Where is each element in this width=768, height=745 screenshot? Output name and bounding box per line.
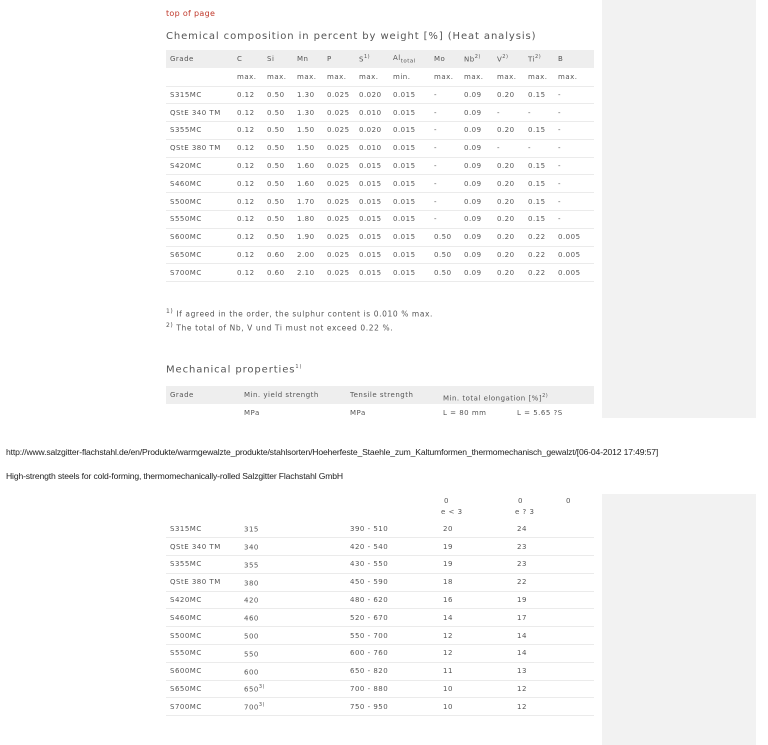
value-cell: 0.50	[263, 157, 293, 175]
value-cell: -	[430, 211, 460, 229]
value-cell: 0.09	[460, 246, 493, 264]
elongation-b-cell: 13	[513, 662, 594, 680]
grade-cell: QStE 380 TM	[166, 573, 240, 591]
chem-header-mn: Mn	[293, 50, 323, 68]
value-cell: 0.005	[554, 246, 594, 264]
chem-row	[166, 139, 594, 157]
value-cell: 0.09	[460, 139, 493, 157]
value-cell: 0.20	[493, 175, 524, 193]
chemical-composition-heading: Chemical composition in percent by weight [%] (Heat analysis)	[166, 31, 537, 42]
value-cell: -	[524, 139, 554, 157]
grade-cell: S355MC	[166, 122, 233, 140]
mechanical-properties-heading: Mechanical properties$^{1)}$	[166, 364, 303, 376]
value-cell: 1.50	[293, 122, 323, 140]
value-cell: 0.025	[323, 264, 355, 282]
value-cell: 0.22	[524, 246, 554, 264]
mech-row	[166, 520, 594, 538]
chem-unit	[166, 68, 233, 86]
elongation-b-cell: 12	[513, 680, 594, 698]
chem-unit: max.	[430, 68, 460, 86]
value-cell: 0.50	[430, 264, 460, 282]
value-cell: 0.015	[389, 264, 430, 282]
grade-cell: S460MC	[166, 175, 233, 193]
value-cell: 0.025	[323, 104, 355, 122]
value-cell: 0.20	[493, 193, 524, 211]
value-cell: 0.12	[233, 264, 263, 282]
value-cell: 0.09	[460, 264, 493, 282]
elongation-b-cell: 24	[513, 520, 594, 538]
value-cell: 0.09	[460, 157, 493, 175]
grade-cell: QStE 380 TM	[166, 139, 233, 157]
yield-cell: 700$^{3)}$	[240, 698, 346, 716]
mech-header-row	[166, 386, 594, 404]
elongation-b-cell: 22	[513, 573, 594, 591]
value-cell: -	[430, 122, 460, 140]
value-cell: 0.015	[389, 104, 430, 122]
elongation-a-cell: 14	[439, 609, 513, 627]
mech-header-elongation: Min. total elongation [%]$^{2)}$	[439, 386, 594, 404]
elongation-b-cell: 23	[513, 556, 594, 574]
value-cell: 0.20	[493, 211, 524, 229]
elongation-a-cell: 16	[439, 591, 513, 609]
value-cell: 0.015	[389, 175, 430, 193]
value-cell: 0.50	[263, 86, 293, 104]
chemical-composition-table	[166, 50, 594, 282]
value-cell: -	[430, 86, 460, 104]
value-cell: -	[430, 139, 460, 157]
grade-cell: S550MC	[166, 211, 233, 229]
value-cell: -	[554, 139, 594, 157]
value-cell: 0.025	[323, 228, 355, 246]
grade-cell: S600MC	[166, 228, 233, 246]
value-cell: 0.22	[524, 264, 554, 282]
chem-header-row	[166, 50, 594, 68]
chem-header-al: $Al_{total}$	[389, 50, 430, 68]
grade-cell: S650MC	[166, 680, 240, 698]
value-cell: 0.09	[460, 228, 493, 246]
grade-cell: S355MC	[166, 556, 240, 574]
value-cell: -	[493, 139, 524, 157]
elongation-a-cell: 10	[439, 698, 513, 716]
value-cell: 0.12	[233, 193, 263, 211]
value-cell: 0.50	[263, 211, 293, 229]
value-cell: 0.015	[355, 157, 389, 175]
value-cell: 1.60	[293, 175, 323, 193]
mech-header-yield: Min. yield strength	[240, 386, 346, 404]
value-cell: 0.025	[323, 139, 355, 157]
grade-cell: S500MC	[166, 627, 240, 645]
value-cell: -	[554, 157, 594, 175]
mech-header-tensile: Tensile strength	[346, 386, 439, 404]
chem-unit: max.	[493, 68, 524, 86]
yield-cell: 650$^{3)}$	[240, 680, 346, 698]
value-cell: 0.015	[389, 139, 430, 157]
value-cell: 1.30	[293, 86, 323, 104]
value-cell: 0.015	[389, 122, 430, 140]
value-cell: 0.12	[233, 175, 263, 193]
mech-unit: L = 5.65 ?S	[517, 409, 563, 417]
footnote-1: $^{1)}$ If agreed in the order, the sulphur content is 0.010 % max.	[166, 308, 434, 319]
value-cell: 0.09	[460, 86, 493, 104]
value-cell: 0.12	[233, 246, 263, 264]
value-cell: 0.025	[323, 211, 355, 229]
grade-cell: S420MC	[166, 591, 240, 609]
value-cell: 0.50	[430, 228, 460, 246]
value-cell: 0.15	[524, 86, 554, 104]
elongation-a-cell: 20	[439, 520, 513, 538]
value-cell: 0.015	[355, 193, 389, 211]
value-cell: 0.020	[355, 122, 389, 140]
chem-row	[166, 104, 594, 122]
chem-row	[166, 246, 594, 264]
chem-header-ti: Ti$^{2)}$	[524, 50, 554, 68]
chem-unit: max.	[233, 68, 263, 86]
chem-header-grade: Grade	[166, 50, 233, 68]
value-cell: 0.22	[524, 228, 554, 246]
elongation-a-cell: 12	[439, 627, 513, 645]
value-cell: 0.09	[460, 193, 493, 211]
mech-row	[166, 680, 594, 698]
value-cell: 0.50	[263, 228, 293, 246]
yield-cell: 600	[240, 662, 346, 680]
tensile-cell: 480 - 620	[346, 591, 439, 609]
value-cell: 0.005	[554, 264, 594, 282]
grade-cell: S500MC	[166, 193, 233, 211]
chem-header-c: C	[233, 50, 263, 68]
value-cell: 0.20	[493, 86, 524, 104]
value-cell: 0.60	[263, 246, 293, 264]
chem-row	[166, 122, 594, 140]
value-cell: -	[554, 122, 594, 140]
mech-unit: MPa	[244, 409, 260, 417]
chem-header-v: $V^{2)}$	[493, 50, 524, 68]
chem-header-p: P	[323, 50, 355, 68]
elongation-b-cell: 14	[513, 627, 594, 645]
elongation-a-cell: 12	[439, 645, 513, 663]
value-cell: 0.015	[355, 211, 389, 229]
chem-header-s: $S^{1)}$	[355, 50, 389, 68]
value-cell: 0.010	[355, 104, 389, 122]
cont-header-b-top: 0	[518, 497, 523, 505]
mech-unit	[166, 404, 240, 422]
cont-header-b-bottom: e ? 3	[515, 508, 535, 516]
chem-header-mo: Mo	[430, 50, 460, 68]
value-cell: 1.30	[293, 104, 323, 122]
value-cell: 0.025	[323, 122, 355, 140]
value-cell: 0.020	[355, 86, 389, 104]
value-cell: 0.20	[493, 246, 524, 264]
value-cell: -	[493, 104, 524, 122]
value-cell: 0.005	[554, 228, 594, 246]
value-cell: 0.015	[389, 211, 430, 229]
tensile-cell: 550 - 700	[346, 627, 439, 645]
value-cell: 0.025	[323, 175, 355, 193]
mech-row	[166, 645, 594, 663]
value-cell: 0.015	[355, 246, 389, 264]
mech-row	[166, 556, 594, 574]
document-page-2	[0, 494, 768, 745]
value-cell: -	[554, 193, 594, 211]
value-cell: 2.00	[293, 246, 323, 264]
value-cell: 0.025	[323, 157, 355, 175]
yield-cell: 380	[240, 573, 346, 591]
tensile-cell: 520 - 670	[346, 609, 439, 627]
chem-header-si: Si	[263, 50, 293, 68]
value-cell: 0.12	[233, 122, 263, 140]
chem-row	[166, 228, 594, 246]
print-footer-url: http://www.salzgitter-flachstahl.de/en/Produkte/warmgewalzte_produkte/stahlsorten/Hoeherfeste_Staehle_zum_Kaltumformen_thermomechanisch_gewalzt/[06-04-2012 17:49:57]	[6, 447, 659, 457]
chem-row	[166, 193, 594, 211]
value-cell: 1.60	[293, 157, 323, 175]
value-cell: 1.50	[293, 139, 323, 157]
chem-row	[166, 157, 594, 175]
chem-body	[166, 86, 594, 282]
chem-row	[166, 211, 594, 229]
value-cell: 0.15	[524, 122, 554, 140]
yield-cell: 315	[240, 520, 346, 538]
value-cell: 0.20	[493, 264, 524, 282]
tensile-cell: 390 - 510	[346, 520, 439, 538]
grade-cell: S650MC	[166, 246, 233, 264]
yield-cell: 550	[240, 645, 346, 663]
tensile-cell: 650 - 820	[346, 662, 439, 680]
value-cell: -	[430, 175, 460, 193]
value-cell: 0.09	[460, 104, 493, 122]
value-cell: 0.20	[493, 228, 524, 246]
value-cell: 0.20	[493, 157, 524, 175]
chem-row	[166, 175, 594, 193]
mech-header-grade: Grade	[166, 386, 240, 404]
cont-header-c-top: 0	[566, 497, 571, 505]
chem-unit: min.	[389, 68, 430, 86]
value-cell: 0.15	[524, 175, 554, 193]
value-cell: 0.09	[460, 175, 493, 193]
value-cell: 0.50	[263, 193, 293, 211]
mech-row	[166, 538, 594, 556]
elongation-a-cell: 18	[439, 573, 513, 591]
value-cell: 0.015	[355, 175, 389, 193]
grade-cell: S550MC	[166, 645, 240, 663]
chem-unit: max.	[554, 68, 594, 86]
value-cell: 0.09	[460, 211, 493, 229]
mech-row	[166, 591, 594, 609]
grade-cell: S700MC	[166, 698, 240, 716]
value-cell: 0.12	[233, 139, 263, 157]
elongation-b-cell: 12	[513, 698, 594, 716]
value-cell: 0.12	[233, 157, 263, 175]
value-cell: -	[554, 175, 594, 193]
value-cell: 1.70	[293, 193, 323, 211]
value-cell: 0.015	[389, 157, 430, 175]
elongation-a-cell: 19	[439, 556, 513, 574]
chem-row	[166, 86, 594, 104]
value-cell: 0.025	[323, 86, 355, 104]
cont-header-a-top: 0	[444, 497, 449, 505]
mech-row	[166, 662, 594, 680]
chem-units-row	[166, 68, 594, 86]
chem-row	[166, 264, 594, 282]
chem-unit: max.	[524, 68, 554, 86]
value-cell: 0.50	[430, 246, 460, 264]
value-cell: 0.60	[263, 264, 293, 282]
tensile-cell: 450 - 590	[346, 573, 439, 591]
value-cell: 0.50	[263, 104, 293, 122]
yield-cell: 420	[240, 591, 346, 609]
cont-header-a-bottom: e < 3	[441, 508, 463, 516]
value-cell: 0.12	[233, 86, 263, 104]
top-of-page-link[interactable]: top of page	[166, 9, 216, 18]
value-cell: 1.80	[293, 211, 323, 229]
mechanical-properties-table	[166, 520, 594, 716]
value-cell: 0.015	[389, 193, 430, 211]
value-cell: -	[554, 86, 594, 104]
value-cell: -	[524, 104, 554, 122]
grade-cell: S315MC	[166, 520, 240, 538]
mech-row	[166, 698, 594, 716]
grade-cell: S600MC	[166, 662, 240, 680]
value-cell: -	[430, 104, 460, 122]
value-cell: 0.09	[460, 122, 493, 140]
chem-header-b: B	[554, 50, 594, 68]
value-cell: 0.15	[524, 193, 554, 211]
value-cell: 0.50	[263, 175, 293, 193]
value-cell: 0.015	[389, 228, 430, 246]
print-footer-title: High-strength steels for cold-forming, thermomechanically-rolled Salzgitter Flachstahl GmbH	[6, 471, 343, 481]
mechanical-properties-table-header	[166, 386, 594, 422]
elongation-b-cell: 19	[513, 591, 594, 609]
value-cell: 0.015	[355, 264, 389, 282]
tensile-cell: 700 - 880	[346, 680, 439, 698]
value-cell: 0.015	[389, 86, 430, 104]
mech-unit: L = 80 mm	[443, 409, 487, 417]
footnote-2: $^{2)}$ The total of Nb, V und Ti must not exceed 0.22 %.	[166, 322, 394, 333]
value-cell: -	[554, 211, 594, 229]
value-cell: 0.015	[389, 246, 430, 264]
value-cell: 1.90	[293, 228, 323, 246]
tensile-cell: 430 - 550	[346, 556, 439, 574]
value-cell: -	[430, 157, 460, 175]
value-cell: 0.50	[263, 139, 293, 157]
value-cell: 0.12	[233, 211, 263, 229]
elongation-a-cell: 19	[439, 538, 513, 556]
mech-body	[166, 520, 594, 716]
mech-unit: MPa	[350, 409, 366, 417]
chem-unit: max.	[323, 68, 355, 86]
elongation-b-cell: 14	[513, 645, 594, 663]
value-cell: 0.025	[323, 246, 355, 264]
grade-cell: S315MC	[166, 86, 233, 104]
grade-cell: S700MC	[166, 264, 233, 282]
value-cell: 2.10	[293, 264, 323, 282]
tensile-cell: 750 - 950	[346, 698, 439, 716]
grade-cell: QStE 340 TM	[166, 538, 240, 556]
value-cell: -	[430, 193, 460, 211]
mech-row	[166, 627, 594, 645]
chem-header-nb: Nb$^{2)}$	[460, 50, 493, 68]
chem-unit: max.	[460, 68, 493, 86]
yield-cell: 500	[240, 627, 346, 645]
tensile-cell: 420 - 540	[346, 538, 439, 556]
value-cell: 0.12	[233, 104, 263, 122]
value-cell: 0.20	[493, 122, 524, 140]
mech-units-row	[166, 404, 594, 422]
elongation-b-cell: 23	[513, 538, 594, 556]
value-cell: -	[554, 104, 594, 122]
elongation-b-cell: 17	[513, 609, 594, 627]
value-cell: 0.010	[355, 139, 389, 157]
mech-row	[166, 573, 594, 591]
tensile-cell: 600 - 760	[346, 645, 439, 663]
elongation-a-cell: 11	[439, 662, 513, 680]
value-cell: 0.12	[233, 228, 263, 246]
chem-unit: max.	[293, 68, 323, 86]
value-cell: 0.025	[323, 193, 355, 211]
grade-cell: QStE 340 TM	[166, 104, 233, 122]
yield-cell: 340	[240, 538, 346, 556]
yield-cell: 355	[240, 556, 346, 574]
chem-unit: max.	[263, 68, 293, 86]
value-cell: 0.015	[355, 228, 389, 246]
mech-row	[166, 609, 594, 627]
chem-unit: max.	[355, 68, 389, 86]
value-cell: 0.15	[524, 211, 554, 229]
elongation-a-cell: 10	[439, 680, 513, 698]
yield-cell: 460	[240, 609, 346, 627]
grade-cell: S460MC	[166, 609, 240, 627]
value-cell: 0.15	[524, 157, 554, 175]
grade-cell: S420MC	[166, 157, 233, 175]
value-cell: 0.50	[263, 122, 293, 140]
